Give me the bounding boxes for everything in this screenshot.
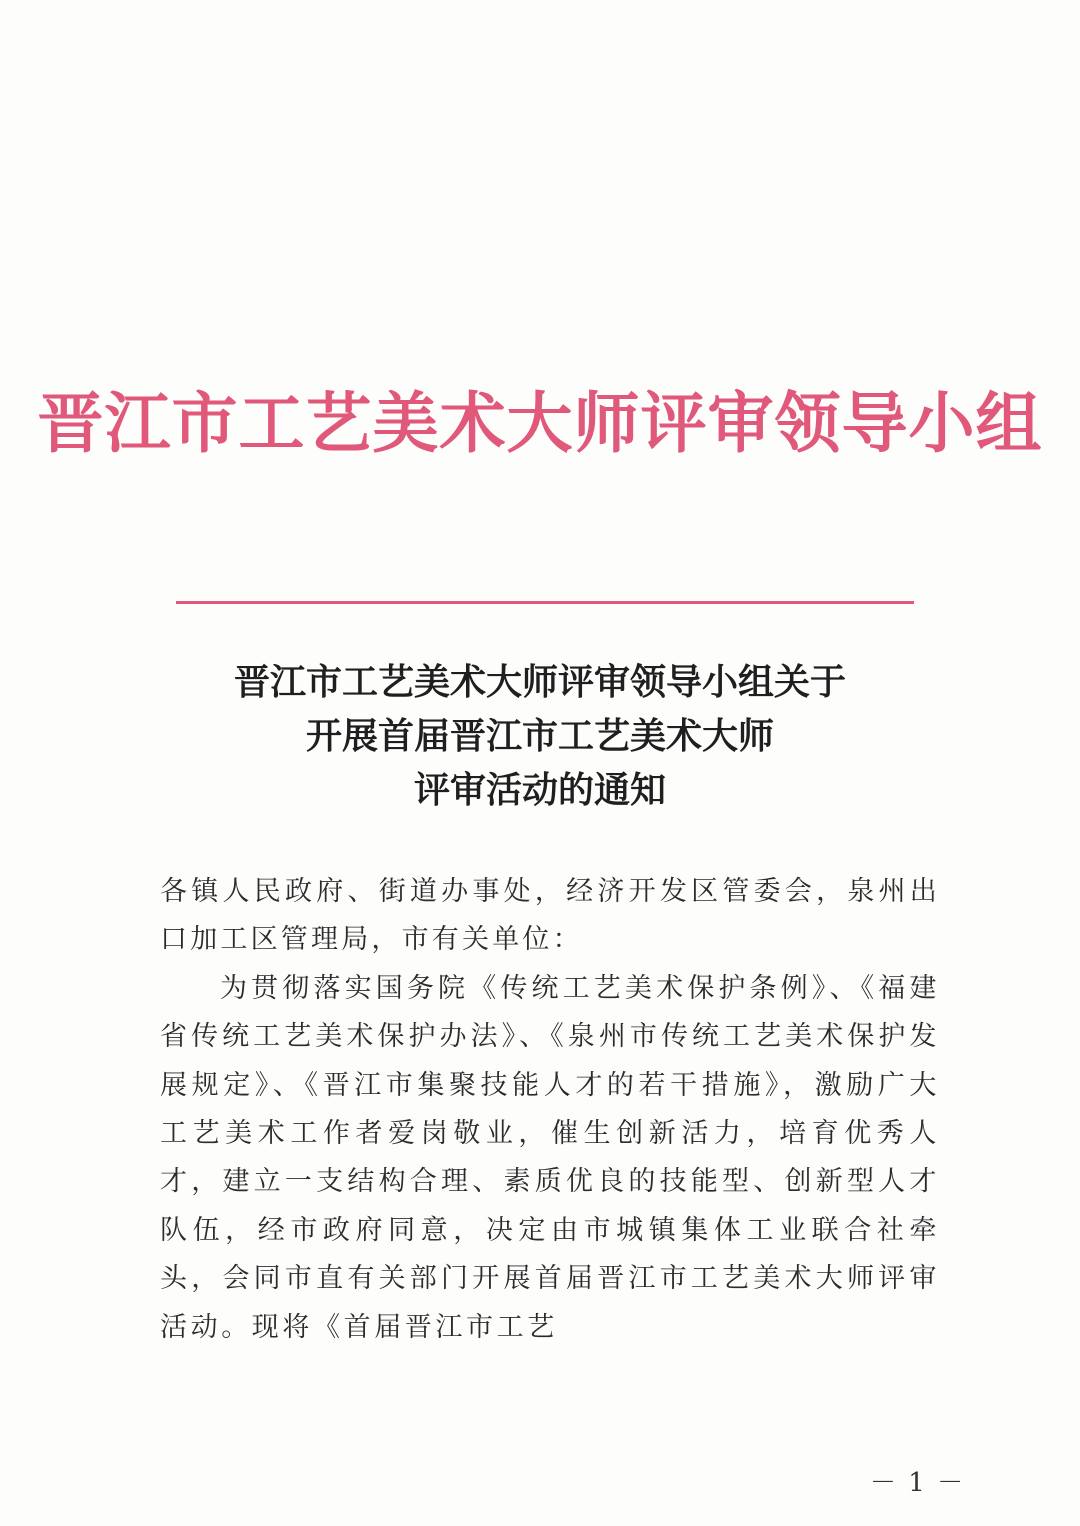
organization-name: 晋江市工艺美术大师评审领导小组 [37,384,1043,462]
notice-title [0,655,1080,817]
title-line-2: 开展首届晋江市工艺美术大师 [305,715,774,757]
red-separator-rule [176,601,914,604]
issuing-organization-header [0,378,1080,468]
page-number: － 1 － [870,1468,966,1498]
salutation: 各镇人民政府、街道办事处，经济开发区管委会，泉州出口加工区管理局，市有关单位： [160,876,940,956]
title-line-1: 晋江市工艺美术大师评审领导小组关于 [233,661,846,703]
notice-body [160,868,940,1352]
body-paragraph-1: 为贯彻落实国务院《传统工艺美术保护条例》、《福建省传统工艺美术保护办法》、《泉州市传统工艺美术保护发展规定》、《晋江市集聚技能人才的若干措施》，激励广大工艺美术工作者爱岗敬业，催生创新活力，培育优秀人才，建立一支结构合理、素质优良的技能型、创新型人才队伍，经市政府同意，决定由市城镇集体工业联合社牵头，会同市直有关部门开展首届晋江市工艺美术大师评审活动。现将《首届晋江市工艺 [160,972,940,1343]
title-line-3: 评审活动的通知 [413,769,666,811]
